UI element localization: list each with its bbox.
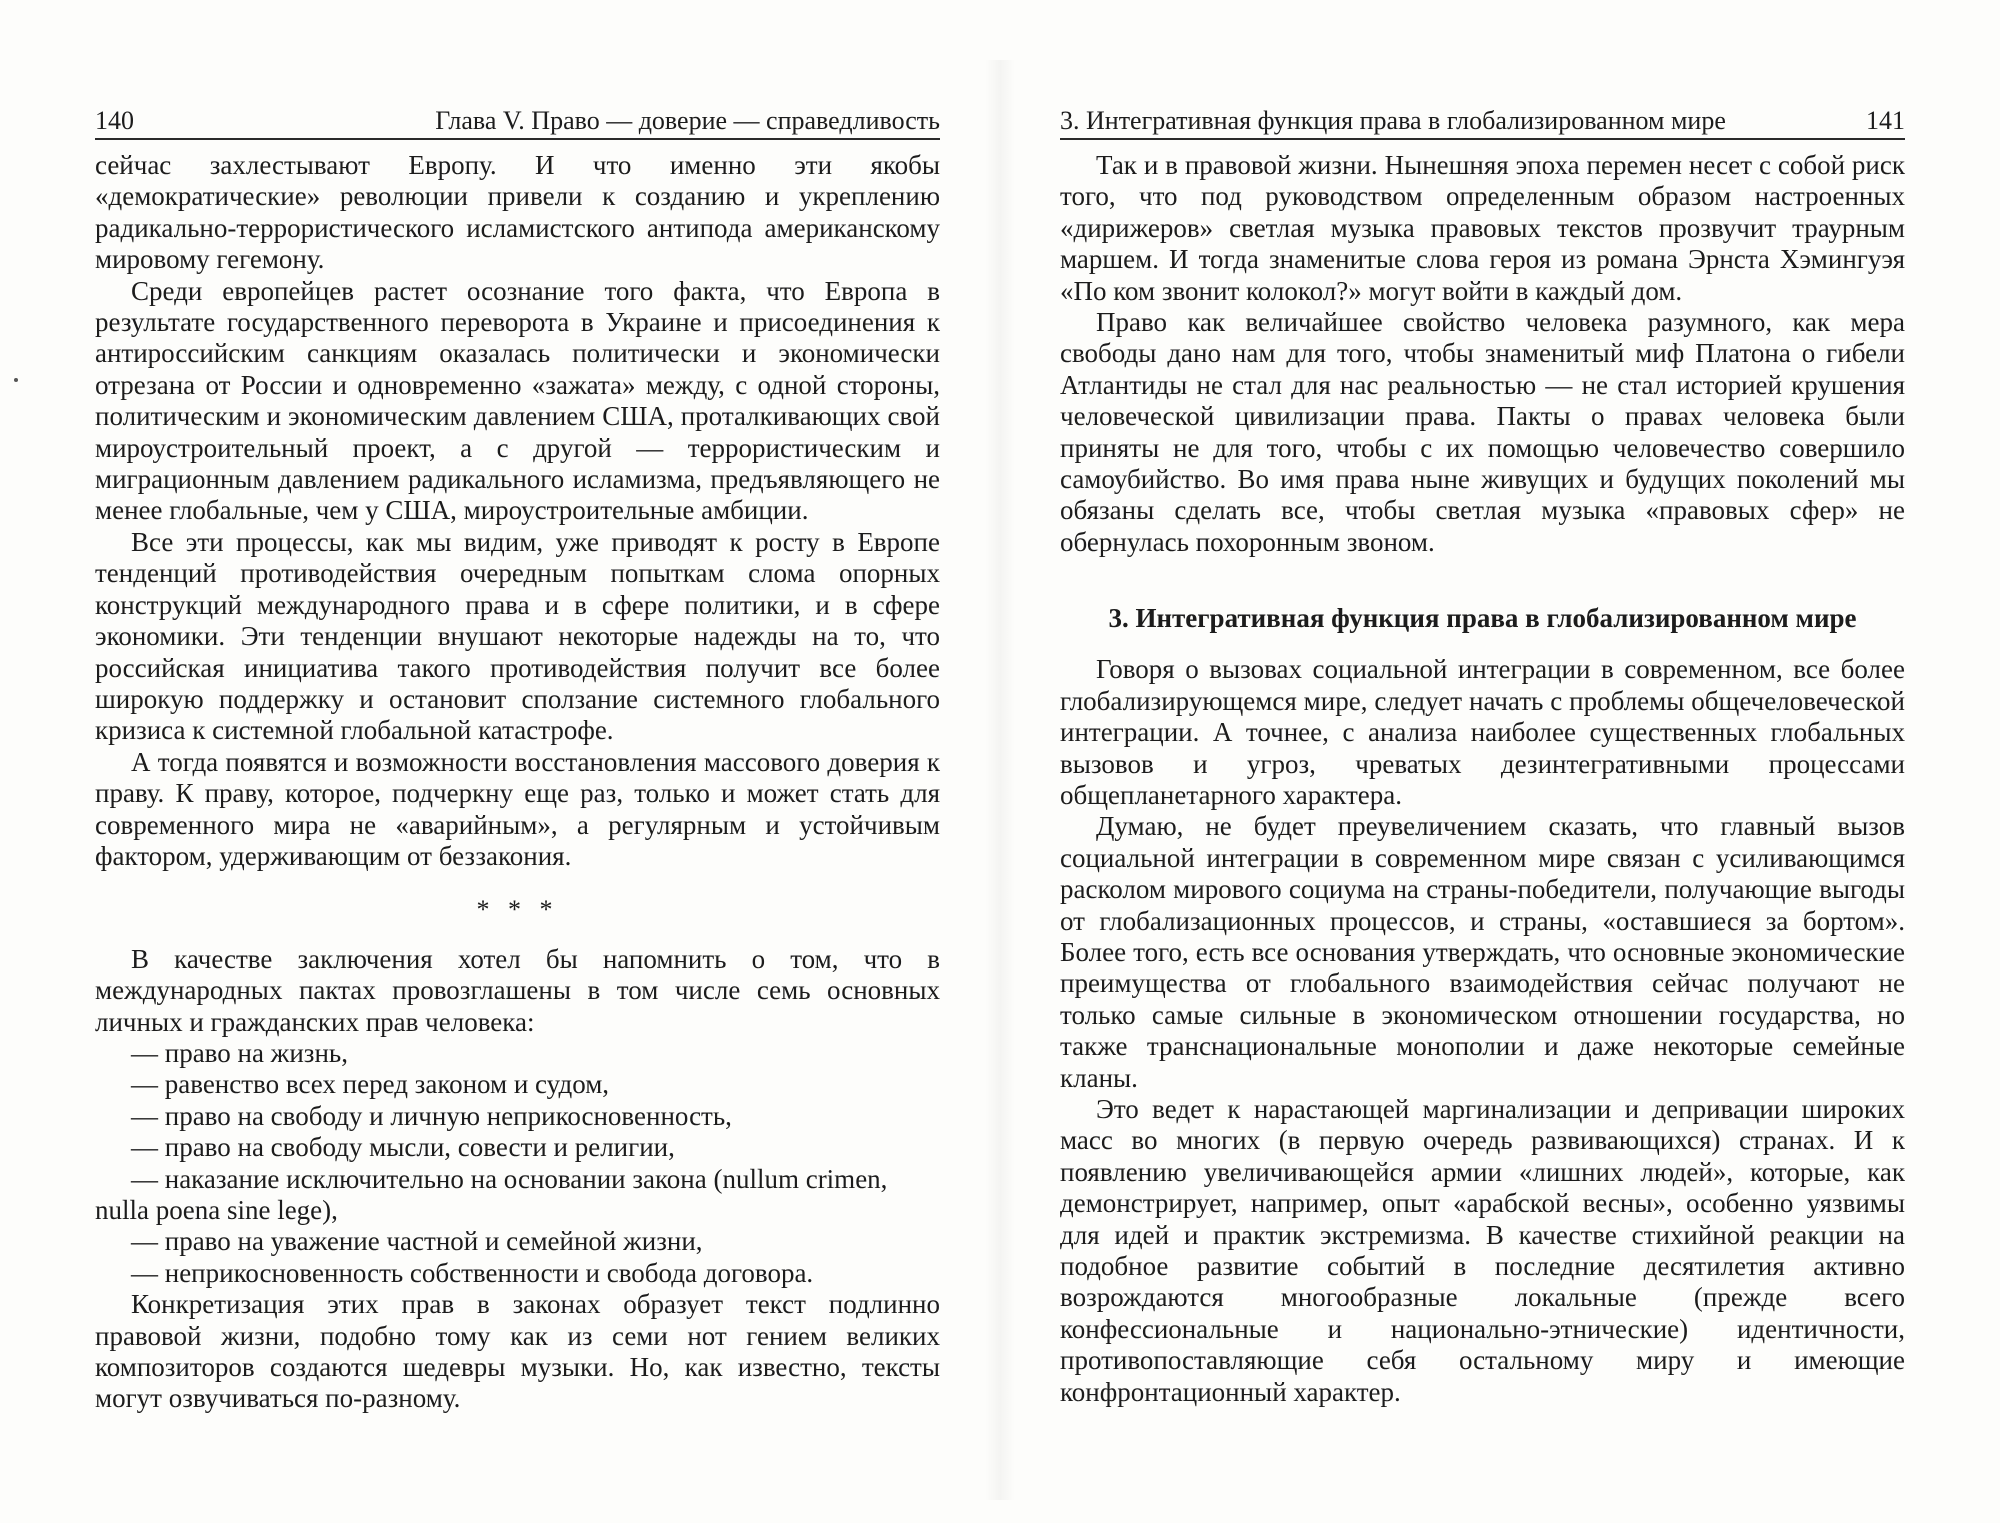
section-running-title: 3. Интегративная функция права в глобализированном мире [1060,106,1726,135]
book-gutter [985,60,1015,1500]
page-number: 141 [1866,106,1905,135]
left-running-head [95,100,940,142]
right-body-text [1060,150,1905,1408]
section-heading: 3. Интегративная функция права в глобализированном мире [1108,603,1857,634]
left-page [95,100,940,1415]
list-item: — неприкосновенность собственности и свобода договора. [131,1257,814,1288]
right-page [1060,100,1905,1408]
list-item: — право на свободу мысли, совести и религии, [131,1132,675,1163]
header-rule [1060,138,1905,140]
paragraph: Так и в правовой жизни. Нынешняя эпоха перемен несет с собой риск того, что под руководством определенным образом настроенных «дирижеров» светлая музыка правовых текстов прозвучит траурным маршем. И тогда знаменитые слова героя из романа Эрнста Хэмингуэя «По ком звонит колокол?» могут войти в каждый дом. [1060,150,1905,306]
paragraph: Конкретизация этих прав в законах образует текст подлинно правовой жизни, подобно тому как из семи нот гением великих композиторов создаются шедевры музыки. Но, как известно, тексты могут озвучиваться по-разному. [95,1289,940,1414]
list-item: — наказание исключительно на основании закона (nullum crimen, nulla poena sine lege), [95,1163,888,1225]
rights-list [95,1038,940,1289]
chapter-title: Глава V. Право — доверие — справедливость [435,106,940,135]
paragraph: Думаю, не будет преувеличением сказать, что главный вызов социальной интеграции в современном мире связан с усиливающимся расколом мирового социума на страны-победители, получающие выгоды от глобализационных процессов, и страны, «оставшиеся за бортом». Более того, есть все основания утверждать, что основные экономические преимущества от глобального взаимодействия сейчас получают не только самые сильные в экономическом отношении государства, но также транснациональные монополии и даже некоторые семейные кланы. [1060,811,1905,1093]
paragraph: Это ведет к нарастающей маргинализации и депривации широких масс во многих (в первую очередь развивающихся) странах. И к появлению увеличивающейся армии «лишних людей», которые, как демонстрирует, например, опыт «арабской весны», особенно уязвимы для идей и практик экстремизма. В качестве стихийной реакции на подобное развитие событий в последние десятилетия активно возрождаются многообразные локальные (прежде всего конфессиональные и национально-этнические) идентичности, противопоставляющие себя остальному миру и имеющие конфронтационный характер. [1060,1093,1905,1407]
paragraph: В качестве заключения хотел бы напомнить о том, что в международных пактах провозглашены в том числе семь основных личных и гражданских прав человека: [95,943,940,1037]
paragraph: Право как величайшее свойство человека разумного, как мера свободы дано нам для того, чтобы знаменитый миф Платона о гибели Атлантиды не стал для нас реальностью — не стал историей крушения человеческой цивилизации права. Пакты о правах человека были приняты не для того, чтобы с их помощью человечество совершило самоубийство. Во имя права ныне живущих и будущих поколений мы обязаны сделать все, чтобы светлая музыка «правовых сфер» не обернулась похоронным звоном. [1060,307,1905,557]
list-item: — равенство всех перед законом и судом, [131,1069,610,1100]
list-item: — право на уважение частной и семейной жизни, [131,1226,703,1257]
header-rule [95,138,940,140]
paragraph: Все эти процессы, как мы видим, уже приводят к росту в Европе тенденций противодействия очередным попыткам слома опорных конструкций международного права и в сфере политики, и в сфере экономики. Эти тенденции внушают некоторые надежды на то, что российская инициатива такого противодействия получит все более широкую поддержку и остановит сползание системного глобального кризиса к системной глобальной катастрофе. [95,526,940,746]
scan-speck [14,378,18,382]
section-separator: * * * [476,895,559,925]
paragraph: сейчас захлестывают Европу. И что именно эти якобы «демократические» революции привели к созданию и укреплению радикально-террористического исламистского антипода американскому мировому гегемону. [95,150,940,275]
right-running-head [1060,100,1905,142]
left-body-text [95,150,940,1415]
paragraph: Среди европейцев растет осознание того факта, что Европа в результате государственного переворота в Украине и присоединения к антироссийским санкциям оказалась политически и экономически отрезана от России и одновременно «зажата» между, с одной стороны, политическим и экономическим давлением США, проталкивающих свой мироустроительный проект, а с другой — террористическим и миграционным давлением радикального исламизма, предъявляющего не менее глобальные, чем у США, мироустроительные амбиции. [95,275,940,526]
page-number: 140 [95,106,134,135]
paragraph: А тогда появятся и возможности восстановления массового доверия к праву. К праву, которое, подчеркну еще раз, только и может стать для современного мира не «аварийным», а регулярным и устойчивым фактором, удерживающим от беззакония. [95,746,940,871]
paragraph: Говоря о вызовах социальной интеграции в современном, все более глобализирующемся мире, следует начать с проблемы общечеловеческой интеграции. А точнее, с анализа наиболее существенных глобальных вызовов и угроз, чреватых дезинтегративными процессами общепланетарного характера. [1060,654,1905,810]
list-item: — право на свободу и личную неприкосновенность, [131,1100,732,1131]
list-item: — право на жизнь, [131,1037,348,1068]
